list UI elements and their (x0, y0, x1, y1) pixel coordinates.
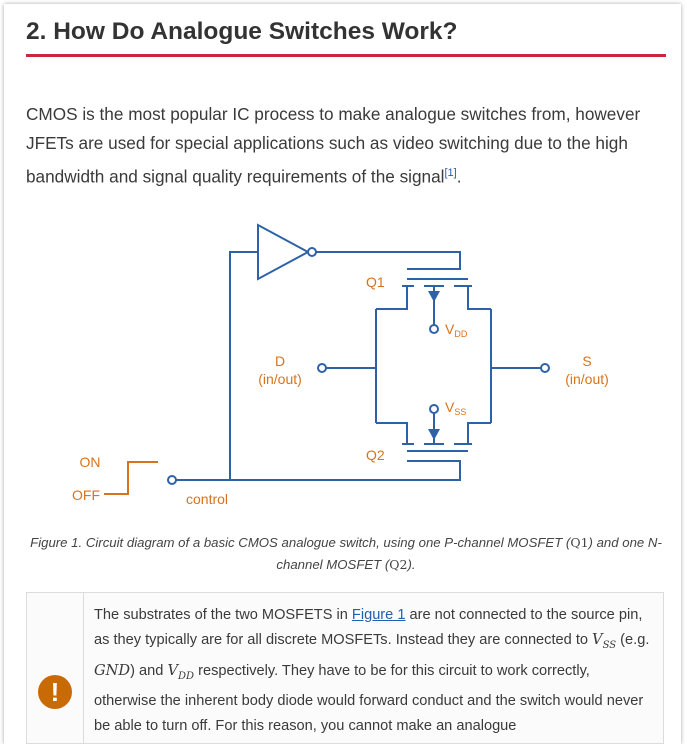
warning-note (26, 592, 664, 744)
citation-link[interactable]: [1] (444, 167, 457, 179)
off-label: OFF (72, 487, 100, 503)
d-sublabel: (in/out) (258, 371, 302, 387)
vdd-math: $V_{DD}$ (167, 661, 195, 682)
vss-math: $V_{SS}$ (592, 630, 617, 651)
q1-gate-wire (316, 252, 460, 269)
q2-left-lead (376, 423, 407, 444)
citation-ref[interactable] (445, 164, 457, 180)
q1-label: Q1 (366, 274, 385, 290)
exclamation-icon: ! (38, 675, 72, 709)
note-text: The substrates of the two MOSFETS in Figure 1 are not connected to the source pin, as they typically are for all discrete MOSFETs. Instead they are connected to $V_{SS}$ (e.g. GND) and $V_{DD}$ respectively. They have to be for this circuit to work correctly, otherwise the inherent body diode would forward conduct and the switch would never be able to turn off. For this reason, you cannot make an analogue (94, 607, 650, 734)
article-panel (4, 4, 681, 744)
q2-body-arrow (428, 429, 440, 440)
circuit-diagram (4, 204, 681, 514)
vss-terminal (430, 405, 438, 413)
gnd-math: GND (94, 661, 131, 679)
section-heading: 2. How Do Analogue Switches Work? (26, 18, 458, 45)
on-label: ON (79, 454, 101, 470)
heading-underline (26, 54, 666, 57)
inverter-bubble (308, 248, 316, 256)
q1-body-arrow (428, 291, 440, 302)
s-sublabel: (in/out) (565, 371, 609, 387)
q1-right-lead (468, 286, 491, 309)
caption-q2: Q2 (389, 557, 408, 572)
figure-1-link[interactable]: Figure 1 (351, 607, 406, 623)
intro-period: . (456, 166, 462, 187)
caption-q1: Q1 (570, 535, 589, 550)
figure-caption: Figure 1. Circuit diagram of a basic CMOS analogue switch, using one P-channel MOSFET (Q1) and one N-channel MOSFET (Q2). (30, 535, 662, 572)
on-off-waveform (104, 462, 158, 494)
control-label: control (186, 491, 229, 507)
d-terminal (318, 364, 326, 372)
control-terminal (168, 476, 176, 484)
intro-text: CMOS is the most popular IC process to make analogue switches from, however JFETs are used for special applications such as video switching due to the high bandwidth and signal quality requirements of the signal (26, 104, 641, 187)
q2-label: Q2 (366, 447, 385, 463)
q2-right-lead (468, 423, 491, 444)
intro-paragraph (26, 100, 666, 192)
q2-gate-wire (230, 461, 460, 480)
vdd-terminal (430, 325, 438, 333)
d-label: D (274, 353, 286, 369)
note-icon-column (27, 593, 84, 743)
s-label: S (582, 353, 592, 369)
vss-label: $V_{SS}$ (445, 399, 467, 417)
s-terminal (541, 364, 549, 372)
inverter-input-wire (176, 252, 258, 480)
vdd-label: $V_{DD}$ (445, 321, 468, 339)
inverter-symbol (258, 225, 308, 279)
